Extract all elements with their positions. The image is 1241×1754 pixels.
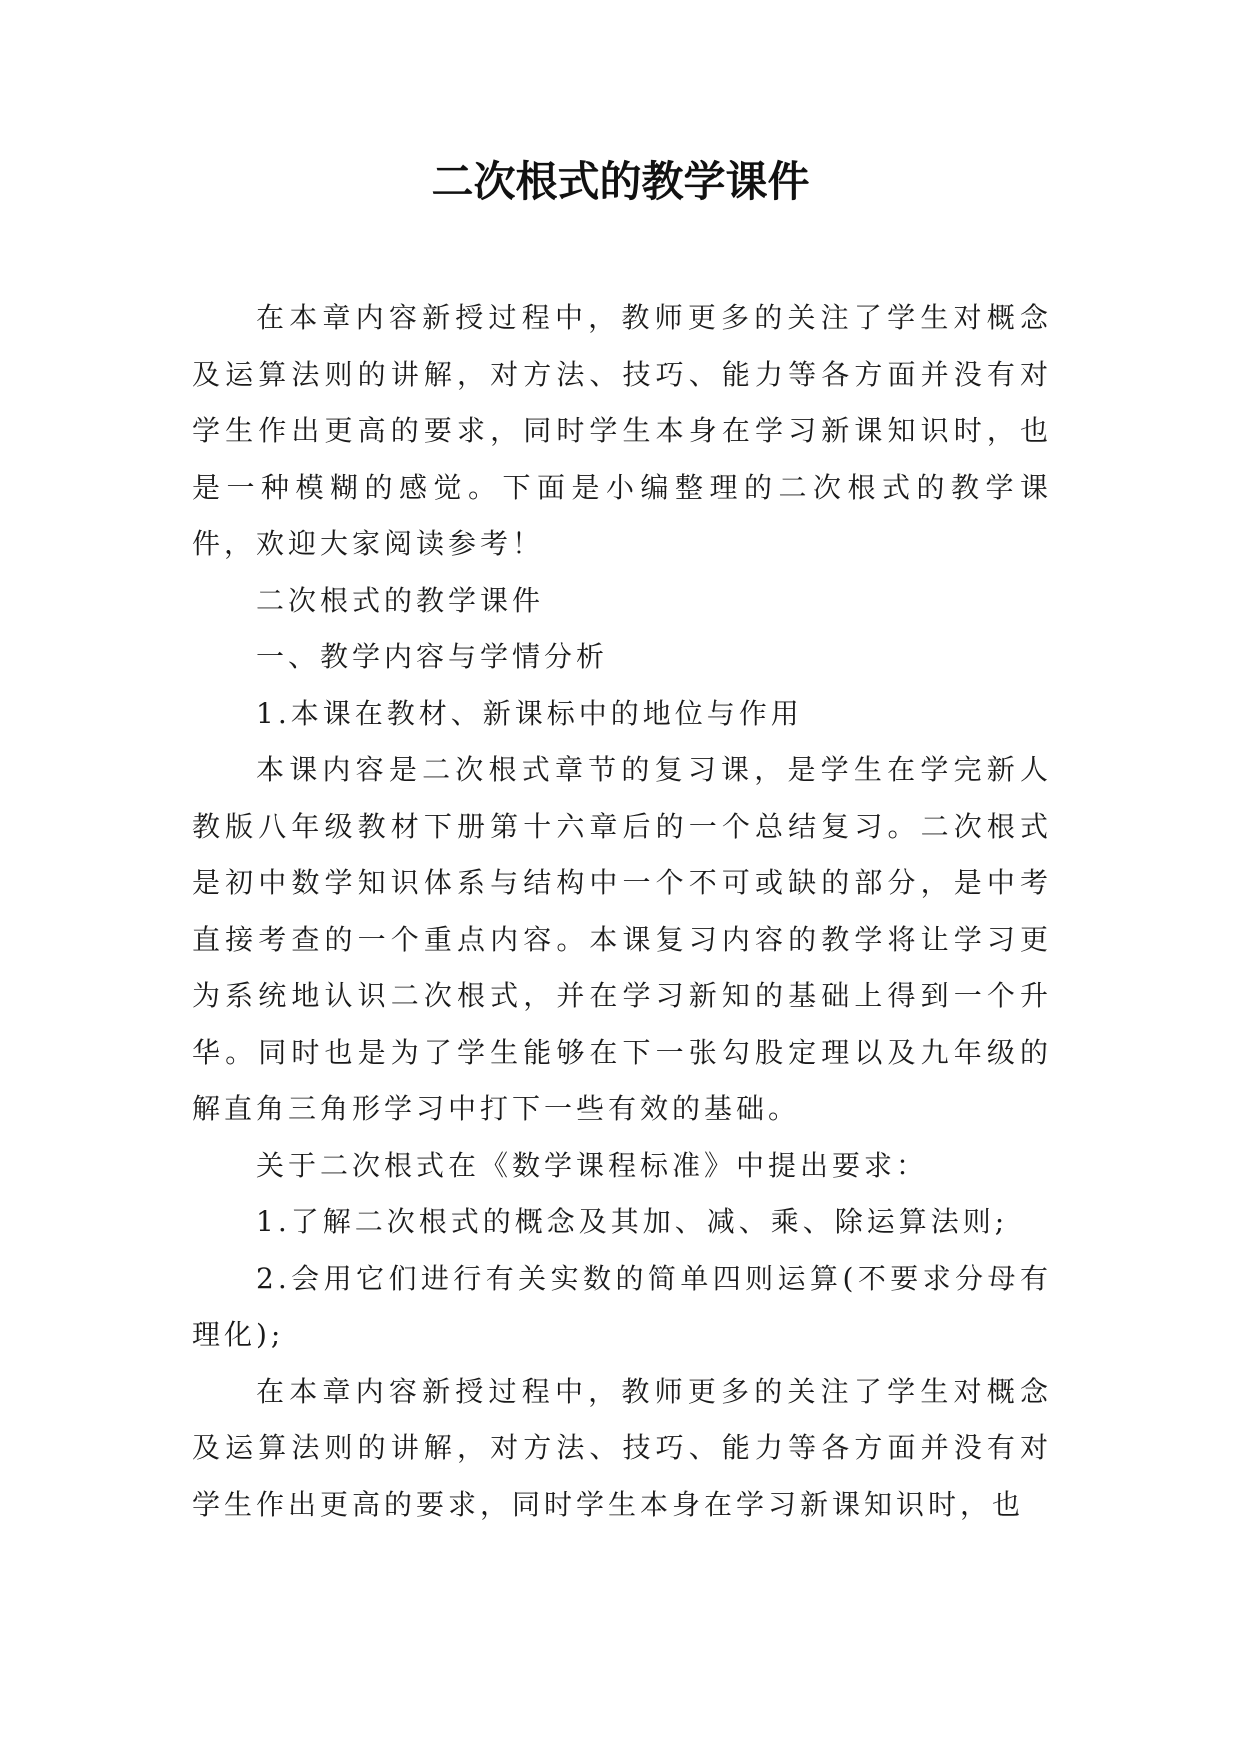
paragraph-standard: 关于二次根式在《数学课程标准》中提出要求： bbox=[256, 1148, 929, 1182]
paragraph-repeat: 在本章内容新授过程中，教师更多的关注了学生对概念及运算法则的讲解，对方法、技巧、能力等各方面并没有对学生作出更高的要求，同时学生本身在学习新课知识时，也 bbox=[192, 1374, 1052, 1521]
paragraph-content: 本课内容是二次根式章节的复习课，是学生在学完新人教版八年级教材下册第十六章后的一个总结复习。二次根式是初中数学知识体系与结构中一个不可或缺的部分，是中考直接考查的一个重点内容。本课复习内容的教学将让学习更为系统地认识二次根式，并在学习新知的基础上得到一个升华。同时也是为了学生能够在下一张勾股定理以及九年级的解直角三角形学习中打下一些有效的基础。 bbox=[192, 753, 1052, 1125]
section-heading: 一、教学内容与学情分析 bbox=[256, 640, 609, 673]
document-title: 二次根式的教学课件 bbox=[431, 157, 810, 206]
list-item-1: 1.了解二次根式的概念及其加、减、乘、除运算法则; bbox=[256, 1205, 1009, 1238]
list-item-2: 2.会用它们进行有关实数的简单四则运算(不要求分母有理化); bbox=[192, 1261, 1052, 1351]
paragraph-subtitle: 二次根式的教学课件 bbox=[256, 583, 545, 617]
document-body bbox=[192, 290, 1052, 1533]
subsection-heading: 1.本课在教材、新课标中的地位与作用 bbox=[256, 696, 803, 730]
paragraph-intro: 在本章内容新授过程中，教师更多的关注了学生对概念及运算法则的讲解，对方法、技巧、能力等各方面并没有对学生作出更高的要求，同时学生本身在学习新课知识时，也是一种模糊的感觉。下面是小编整理的二次根式的教学课件，欢迎大家阅读参考！ bbox=[192, 301, 1052, 560]
